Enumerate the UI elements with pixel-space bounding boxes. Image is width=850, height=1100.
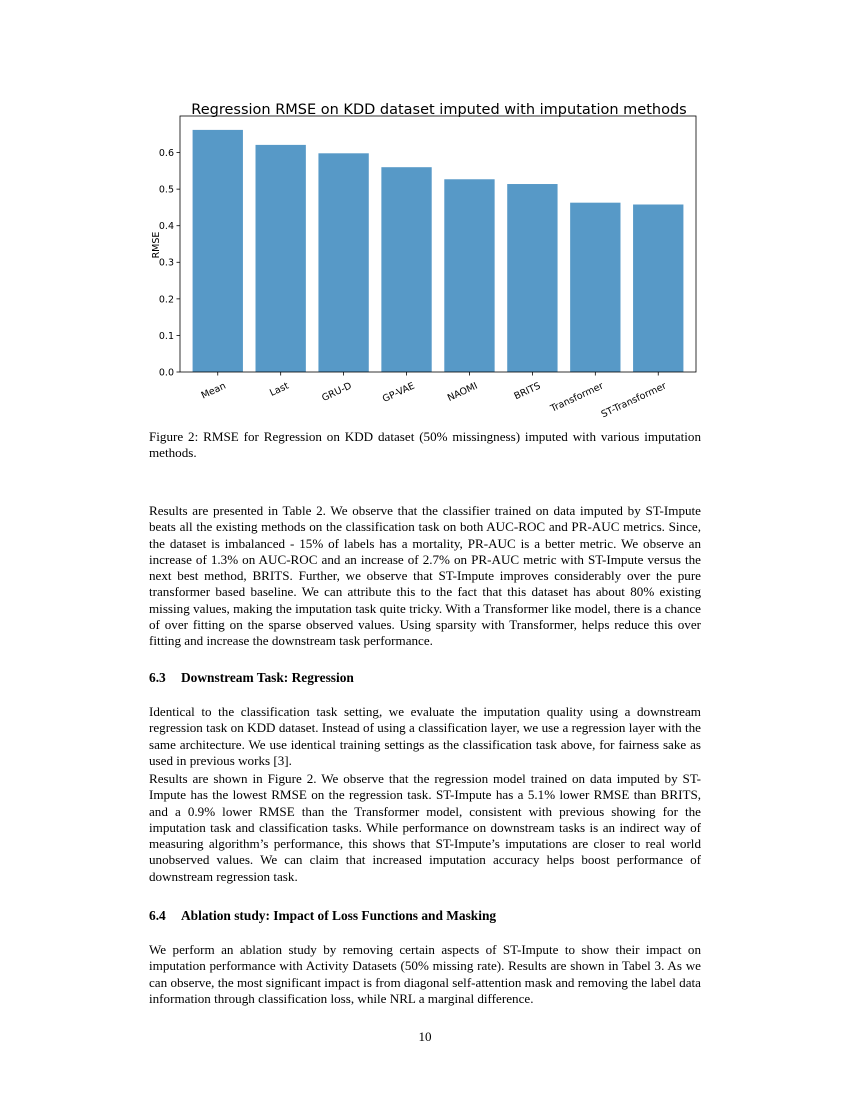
paragraph-results-classification: Results are presented in Table 2. We observe that the classifier trained on data imputed by ST-Impute beats all the existing methods on the classification task on both AUC-ROC and PR-AUC metrics. Since, the dataset is imbalanced - 15% of labels has a mortality, PR-AUC is a better metric. We observe an increase of 1.3% on AUC-ROC and an increase of 2.7% on PR-AUC metric with ST-Impute versus the next best method, BRITS. Further, we observe that ST-Impute improves considerably over the pure transformer based baseline. We can attribute this to the fact that this dataset has about 80% existing missing values, making the imputation task quite tricky. With a Transformer like model, there is a chance of over fitting on the sparse observed values. Using sparsity with Transformer, helps reduce this over fitting and increase the downstream task performance. <box>149 503 701 649</box>
bar-gru-d <box>318 153 368 372</box>
paragraph-regression-results: Results are shown in Figure 2. We observe that the regression model trained on data imputed by ST-Impute has the lowest RMSE on the regression task. ST-Impute has a 5.1% lower RMSE than BRITS, and a 0.9% lower RMSE than the Transformer model, consistent with previous showing for the imputation task and classification tasks. While performance on downstream tasks is an indirect way of measuring algorithm’s performance, this shows that ST-Impute’s imputations are closer to real world unobserved values. We can claim that increased imputation accuracy helps boost performance of downstream regression task. <box>149 771 701 884</box>
bar-brits <box>507 184 557 372</box>
y-tick-label: 0.4 <box>158 221 174 233</box>
y-axis-label: RMSE <box>151 231 162 259</box>
bar-st-transformer <box>633 205 683 372</box>
page-number: 10 <box>418 1029 432 1044</box>
x-tick-label: ST-Transformer <box>599 380 669 421</box>
paragraph-ablation: We perform an ablation study by removing certain aspects of ST-Impute to show their impact on imputation performance with Activity Datasets (50% missing rate). Results are shown in Tabel 3. As we can observe, the most significant impact is from diagonal self-attention mask and removing the label data information through classification loss, while NRL a marginal difference. <box>149 942 701 1006</box>
x-tick-label: Transformer <box>548 380 606 415</box>
bar-mean <box>193 130 243 372</box>
y-tick-label: 0.1 <box>158 330 174 342</box>
y-tick-label: 0.2 <box>158 294 174 306</box>
figure-caption: Figure 2: RMSE for Regression on KDD dataset (50% missingness) imputed with various imputation methods. <box>149 429 701 461</box>
x-tick-label: Last <box>268 380 291 399</box>
section-number: 6.4 <box>149 908 166 923</box>
bar-transformer <box>570 203 620 372</box>
x-tick-label: GP-VAE <box>380 380 417 405</box>
section-number: 6.3 <box>149 670 166 685</box>
x-tick-label: GRU-D <box>320 380 354 404</box>
rmse-bar-chart <box>140 95 710 425</box>
y-tick-label: 0.3 <box>158 257 174 269</box>
section-title: Downstream Task: Regression <box>181 670 354 685</box>
section-heading-6-3 <box>149 670 701 686</box>
y-tick-label: 0.6 <box>158 147 174 159</box>
x-tick-label: NAOMI <box>445 380 480 405</box>
section-title: Ablation study: Impact of Loss Functions and Masking <box>181 908 497 923</box>
bar-naomi <box>444 179 494 372</box>
chart-svg <box>140 95 710 425</box>
paragraph-regression-setup: Identical to the classification task setting, we evaluate the imputation quality using a downstream regression task on KDD dataset. Instead of using a classification layer, we use a regression layer with the same architecture. We use identical training settings as the classification task above, for fairness sake as used in previous works [3]. <box>149 704 701 768</box>
bar-last <box>256 145 306 372</box>
section-heading-6-4 <box>149 908 701 924</box>
y-tick-label: 0.5 <box>158 184 174 196</box>
x-tick-label: BRITS <box>512 380 543 403</box>
chart-title: Regression RMSE on KDD dataset imputed with imputation methods <box>191 102 687 118</box>
bar-gp-vae <box>381 167 431 372</box>
x-tick-label: Mean <box>199 380 228 402</box>
y-tick-label: 0.0 <box>158 367 174 379</box>
